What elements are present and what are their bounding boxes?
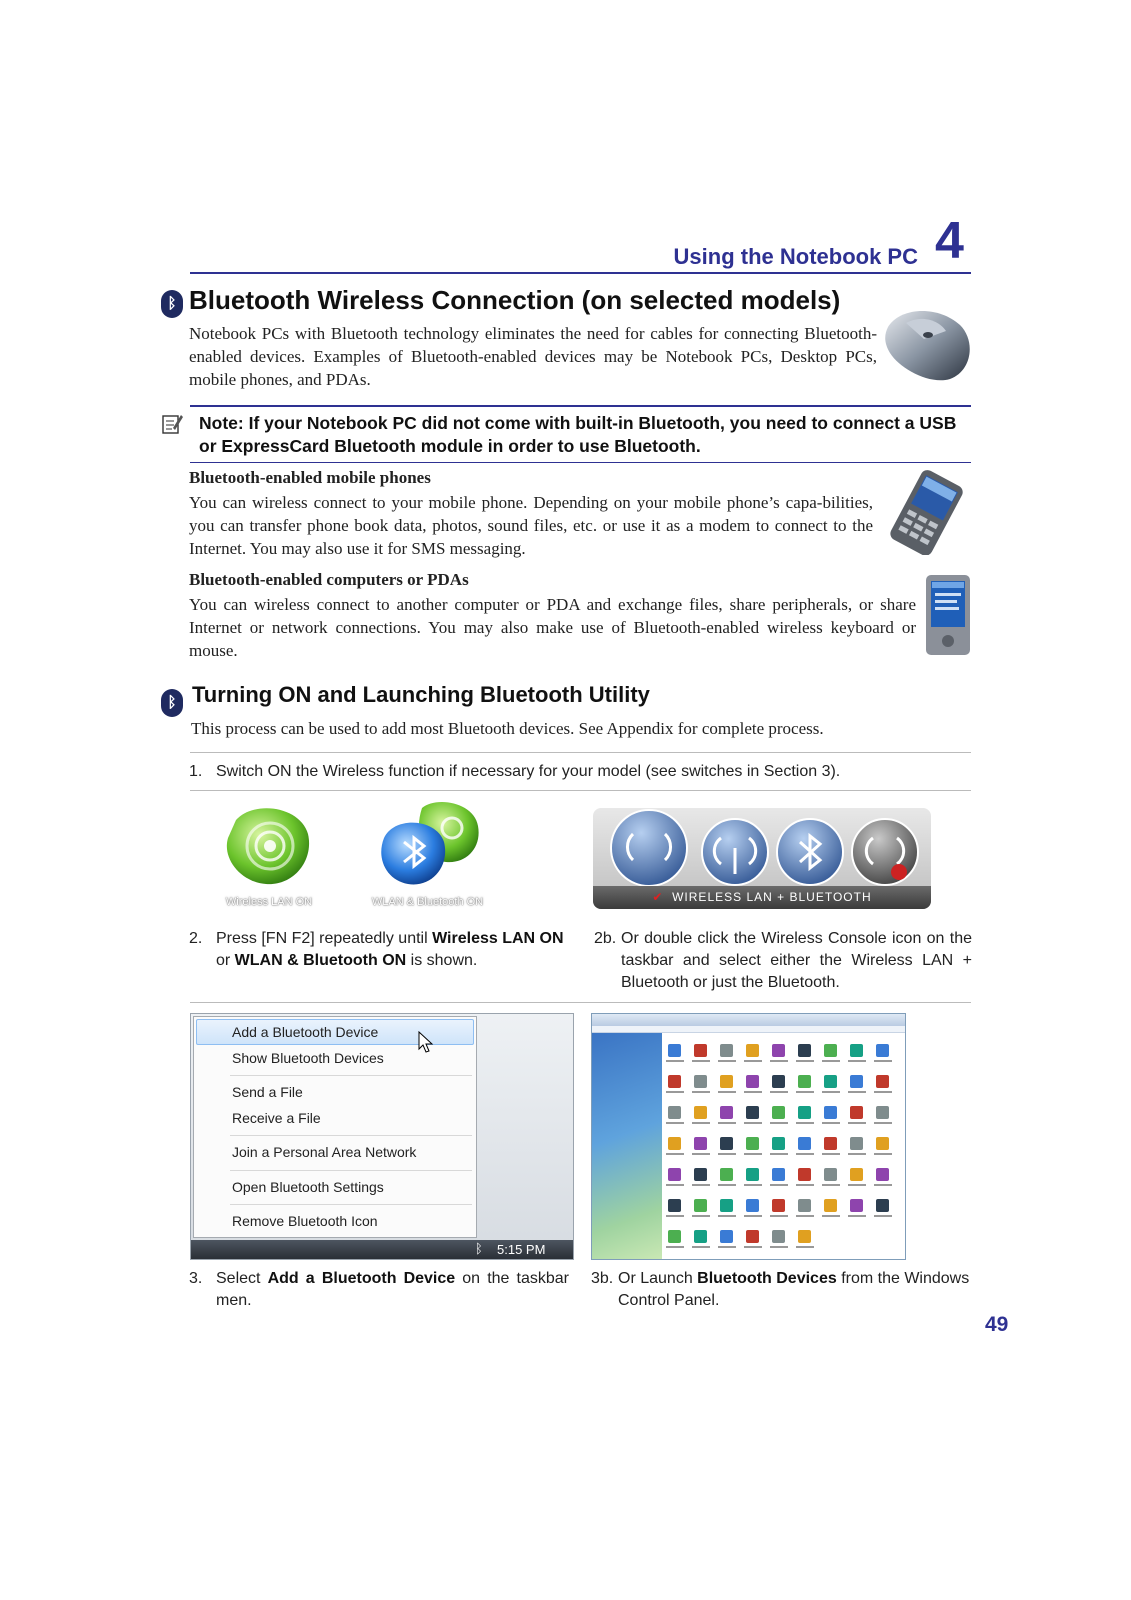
control-panel-item-caption (692, 1184, 710, 1186)
control-panel-item-caption (692, 1060, 710, 1062)
control-panel-item-icon[interactable] (694, 1137, 707, 1150)
wireless-console-label (593, 886, 931, 909)
control-panel-item-icon[interactable] (772, 1044, 785, 1057)
subhead-pdas: Bluetooth-enabled computers or PDAs (189, 570, 469, 589)
control-panel-item-caption (666, 1091, 684, 1093)
control-panel-item-icon[interactable] (694, 1168, 707, 1181)
control-panel-item-icon[interactable] (746, 1199, 759, 1212)
control-panel-item-caption (744, 1091, 762, 1093)
control-panel-item-icon[interactable] (668, 1137, 681, 1150)
control-panel-item-caption (796, 1246, 814, 1248)
step-bold: Bluetooth Devices (697, 1270, 837, 1287)
control-panel-item-caption (848, 1215, 866, 1217)
control-panel-item-caption (666, 1215, 684, 1217)
step-number: 3. (189, 1270, 203, 1287)
control-panel-item-icon[interactable] (772, 1168, 785, 1181)
step-text: Press [FN F2] repeatedly until (216, 930, 433, 947)
step-bold: Wireless LAN ON (432, 930, 564, 947)
step-2b (594, 928, 972, 994)
control-panel-item-icon[interactable] (876, 1199, 889, 1212)
control-panel-item-icon[interactable] (824, 1106, 837, 1119)
control-panel-item-icon[interactable] (876, 1075, 889, 1088)
cursor-icon (418, 1031, 434, 1053)
control-panel-item-caption (718, 1091, 736, 1093)
control-panel-item-icon[interactable] (772, 1199, 785, 1212)
control-panel-item-caption (822, 1060, 840, 1062)
control-panel-item-caption (744, 1122, 762, 1124)
control-panel-item-caption (822, 1153, 840, 1155)
control-panel-item-icon[interactable] (746, 1230, 759, 1243)
control-panel-item-caption (744, 1246, 762, 1248)
control-panel-item-icon[interactable] (668, 1106, 681, 1119)
control-panel-item-caption (718, 1184, 736, 1186)
control-panel-item-caption (770, 1091, 788, 1093)
section-title-utility: Turning ON and Launching Bluetooth Utility (192, 682, 650, 707)
control-panel-item-caption (666, 1153, 684, 1155)
step-text: Or double click the Wireless Console icon on the taskbar and select either the Wireless LAN + Bluetooth or just the Bluetooth. (621, 930, 972, 991)
header-rule (190, 272, 971, 274)
control-panel-item-caption (770, 1215, 788, 1217)
control-panel-item-icon[interactable] (772, 1106, 785, 1119)
control-panel-item-icon[interactable] (720, 1044, 733, 1057)
control-panel-item-caption (874, 1091, 892, 1093)
taskbar (191, 1240, 573, 1259)
control-panel-item-caption (848, 1184, 866, 1186)
control-panel-item-icon[interactable] (798, 1199, 811, 1212)
control-panel-item-caption (874, 1153, 892, 1155)
cp-sidebar (592, 1033, 662, 1259)
control-panel-item-caption (718, 1122, 736, 1124)
menu-item-remove-icon[interactable]: Remove Bluetooth Icon (232, 1213, 378, 1229)
control-panel-item-caption (796, 1060, 814, 1062)
control-panel-item-caption (718, 1215, 736, 1217)
step-number: 1. (189, 763, 203, 780)
control-panel-item-icon[interactable] (798, 1168, 811, 1181)
control-panel-item-icon[interactable] (694, 1230, 707, 1243)
wlan-bt-on-label: WLAN & Bluetooth ON (371, 896, 484, 908)
control-panel-item-icon[interactable] (850, 1168, 863, 1181)
menu-item-send-file[interactable]: Send a File (232, 1084, 303, 1100)
control-panel-item-caption (848, 1060, 866, 1062)
step-number: 2. (189, 930, 203, 947)
step-text: Or Launch (618, 1270, 698, 1287)
mobile-phone-image (880, 470, 975, 555)
step-text: is shown. (406, 952, 478, 969)
taskbar-clock: 5:15 PM (497, 1242, 546, 1257)
control-panel-item-icon[interactable] (668, 1230, 681, 1243)
control-panel-item-caption (770, 1060, 788, 1062)
control-panel-item-caption (874, 1122, 892, 1124)
step-bold: Add a Bluetooth Device (267, 1270, 456, 1287)
phones-text: You can wireless connect to your mobile phone. Depending on your mobile phone’s capa-bilities, you can transfer phone book data, photos, sound files, etc. or use it as a modem to connect to the Internet. You may also use it for SMS messaging. (189, 493, 873, 558)
wifi-icon (214, 800, 324, 890)
control-panel-item-icon[interactable] (772, 1230, 785, 1243)
control-panel-screenshot (591, 1013, 906, 1260)
control-panel-item-icon[interactable] (668, 1075, 681, 1088)
wifi-bluetooth-icon (370, 798, 485, 890)
control-panel-item-icon[interactable] (694, 1106, 707, 1119)
control-panel-item-icon[interactable] (720, 1199, 733, 1212)
control-panel-item-caption (666, 1122, 684, 1124)
step-text: Switch ON the Wireless function if necessary for your model (see switches in Section 3). (216, 763, 841, 780)
control-panel-item-caption (718, 1246, 736, 1248)
control-panel-item-caption (770, 1122, 788, 1124)
control-panel-item-icon[interactable] (824, 1199, 837, 1212)
divider (190, 752, 971, 753)
cp-icon-grid (664, 1036, 902, 1258)
wlan-on-label: Wireless LAN ON (225, 896, 313, 908)
control-panel-item-icon[interactable] (824, 1168, 837, 1181)
control-panel-item-icon[interactable] (746, 1168, 759, 1181)
control-panel-item-icon[interactable] (772, 1137, 785, 1150)
running-header-title: Using the Notebook PC (673, 244, 918, 269)
step-3b (591, 1268, 971, 1312)
control-panel-item-icon[interactable] (850, 1106, 863, 1119)
control-panel-item-icon[interactable] (798, 1230, 811, 1243)
menu-item-add-bluetooth-device[interactable]: Add a Bluetooth Device (232, 1024, 379, 1040)
section2-intro: This process can be used to add most Bluetooth devices. See Appendix for complete process. (191, 719, 824, 738)
control-panel-item-icon[interactable] (850, 1137, 863, 1150)
control-panel-item-caption (692, 1153, 710, 1155)
control-panel-item-icon[interactable] (746, 1137, 759, 1150)
control-panel-item-caption (796, 1215, 814, 1217)
menu-separator (230, 1135, 472, 1136)
section-title-bluetooth: Bluetooth Wireless Connection (on selected models) (189, 285, 841, 315)
control-panel-item-icon[interactable] (850, 1075, 863, 1088)
control-panel-item-icon[interactable] (720, 1075, 733, 1088)
menu-item-join-pan[interactable]: Join a Personal Area Network (232, 1144, 417, 1160)
control-panel-item-icon[interactable] (668, 1044, 681, 1057)
step-text: from the Windows Control Panel. (618, 1270, 970, 1309)
control-panel-item-caption (848, 1091, 866, 1093)
control-panel-item-caption (744, 1215, 762, 1217)
control-panel-item-icon[interactable] (876, 1168, 889, 1181)
control-panel-item-icon[interactable] (876, 1106, 889, 1119)
control-panel-item-caption (770, 1153, 788, 1155)
subhead-phones: Bluetooth-enabled mobile phones (189, 468, 431, 487)
control-panel-item-caption (692, 1122, 710, 1124)
note-icon (161, 412, 183, 436)
control-panel-item-icon[interactable] (824, 1075, 837, 1088)
control-panel-item-caption (796, 1184, 814, 1186)
control-panel-item-caption (666, 1246, 684, 1248)
control-panel-item-caption (848, 1153, 866, 1155)
note-text: Note: If your Notebook PC did not come with built-in Bluetooth, you need to connect a USB or ExpressCard Bluetooth module in order to use Bluetooth. (199, 413, 957, 456)
control-panel-item-caption (718, 1060, 736, 1062)
note-bottom-rule (190, 462, 971, 463)
control-panel-item-caption (692, 1091, 710, 1093)
step-number: 3b. (591, 1270, 614, 1287)
control-panel-item-icon[interactable] (668, 1168, 681, 1181)
divider (190, 1002, 971, 1003)
control-panel-item-icon[interactable] (798, 1044, 811, 1057)
console-mode-label: WIRELESS LAN + BLUETOOTH (672, 890, 872, 904)
control-panel-item-icon[interactable] (720, 1168, 733, 1181)
control-panel-item-icon[interactable] (876, 1137, 889, 1150)
cp-address-bar (592, 1014, 905, 1026)
step-number: 2b. (594, 930, 617, 947)
control-panel-item-icon[interactable] (850, 1199, 863, 1212)
bluetooth-taskbar-menu (190, 1013, 574, 1260)
control-panel-item-caption (666, 1184, 684, 1186)
control-panel-item-icon[interactable] (720, 1106, 733, 1119)
menu-panel (193, 1016, 477, 1238)
cp-toolbar (592, 1026, 905, 1033)
control-panel-item-icon[interactable] (798, 1075, 811, 1088)
control-panel-item-caption (744, 1153, 762, 1155)
control-panel-item-caption (770, 1184, 788, 1186)
menu-item-open-settings[interactable]: Open Bluetooth Settings (232, 1179, 384, 1195)
check-icon: ✔ (652, 890, 664, 904)
control-panel-item-caption (692, 1246, 710, 1248)
step-text: or (216, 952, 235, 969)
step-1 (189, 761, 969, 783)
pda-text: You can wireless connect to another computer or PDA and exchange files, share peripherals, or share Internet or network connections. You may also make use of Bluetooth-enabled wireless keyboard or mouse. (189, 595, 916, 660)
menu-separator (230, 1170, 472, 1171)
control-panel-item-caption (822, 1184, 840, 1186)
control-panel-item-icon[interactable] (694, 1044, 707, 1057)
control-panel-item-caption (822, 1215, 840, 1217)
control-panel-item-icon[interactable] (798, 1106, 811, 1119)
control-panel-item-icon[interactable] (694, 1199, 707, 1212)
control-panel-item-caption (744, 1184, 762, 1186)
bluetooth-tray-icon[interactable]: ᛒ (475, 1241, 483, 1256)
control-panel-item-icon[interactable] (824, 1137, 837, 1150)
divider (190, 790, 971, 791)
control-panel-item-caption (822, 1122, 840, 1124)
chapter-number: 4 (935, 212, 964, 270)
control-panel-item-icon[interactable] (824, 1044, 837, 1057)
step-2 (189, 928, 569, 972)
control-panel-item-icon[interactable] (720, 1230, 733, 1243)
menu-item-receive-file[interactable]: Receive a File (232, 1110, 321, 1126)
control-panel-item-icon[interactable] (746, 1106, 759, 1119)
control-panel-item-icon[interactable] (850, 1044, 863, 1057)
control-panel-item-caption (822, 1091, 840, 1093)
control-panel-item-icon[interactable] (772, 1075, 785, 1088)
step-text: on the taskbar men. (216, 1270, 570, 1309)
control-panel-item-caption (796, 1122, 814, 1124)
control-panel-item-icon[interactable] (694, 1075, 707, 1088)
control-panel-item-caption (874, 1060, 892, 1062)
control-panel-item-icon[interactable] (876, 1044, 889, 1057)
step-text: Select (216, 1270, 268, 1287)
menu-item-show-bluetooth-devices[interactable]: Show Bluetooth Devices (232, 1050, 384, 1066)
menu-separator (230, 1204, 472, 1205)
control-panel-item-caption (770, 1246, 788, 1248)
control-panel-item-caption (718, 1153, 736, 1155)
control-panel-item-icon[interactable] (668, 1199, 681, 1212)
control-panel-item-icon[interactable] (798, 1137, 811, 1150)
pda-image (924, 573, 974, 657)
control-panel-item-icon[interactable] (720, 1137, 733, 1150)
control-panel-item-icon[interactable] (746, 1044, 759, 1057)
menu-separator (230, 1075, 472, 1076)
page-number: 49 (985, 1313, 1009, 1336)
control-panel-item-icon[interactable] (746, 1075, 759, 1088)
bluetooth-icon: ᛒ (161, 689, 183, 717)
control-panel-item-caption (796, 1153, 814, 1155)
mouse-image (880, 305, 975, 385)
section-intro: Notebook PCs with Bluetooth technology eliminates the need for cables for connecting Bluetooth-enabled devices. Examples of Bluetooth-enabled devices may be Notebook PCs, Desktop PCs, mobile phones, and PDAs. (189, 324, 877, 389)
step-bold: WLAN & Bluetooth ON (234, 952, 407, 969)
control-panel-item-caption (874, 1215, 892, 1217)
bluetooth-icon: ᛒ (161, 290, 183, 318)
control-panel-item-caption (692, 1215, 710, 1217)
wireless-console (593, 808, 931, 909)
control-panel-item-caption (796, 1091, 814, 1093)
control-panel-item-caption (848, 1122, 866, 1124)
control-panel-item-caption (874, 1184, 892, 1186)
control-panel-item-caption (744, 1060, 762, 1062)
note-top-rule (190, 405, 971, 407)
step-3 (189, 1268, 569, 1312)
control-panel-item-caption (666, 1060, 684, 1062)
